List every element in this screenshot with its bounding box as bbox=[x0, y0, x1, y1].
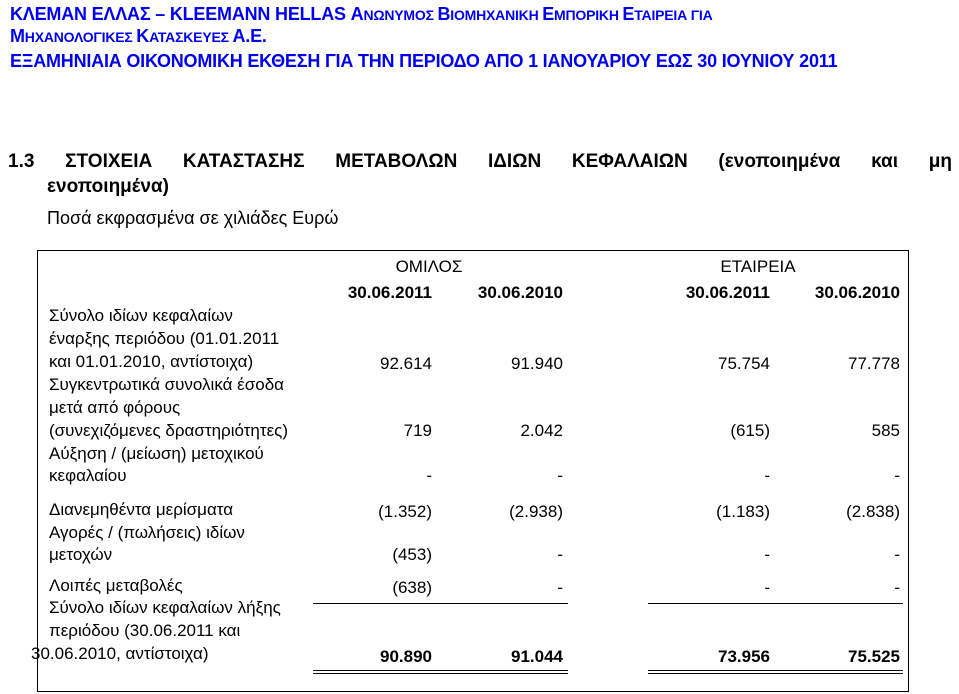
col-date-group-2011: 30.06.2011 bbox=[347, 283, 432, 302]
col-date-company-2010: 30.06.2010 bbox=[814, 283, 900, 302]
row-label-treasury-shares-1: Αγορές / (πωλήσεις) ιδίων bbox=[49, 523, 245, 542]
value-income-group-2011: 719 bbox=[403, 421, 432, 440]
value-opening-company-2011: 75.754 bbox=[718, 354, 770, 373]
value-capital-group-2010: - bbox=[557, 466, 563, 485]
row-label-share-capital-2: κεφαλαίου bbox=[49, 466, 127, 485]
value-treasury-company-2010: - bbox=[894, 545, 900, 564]
col-date-company-2011: 30.06.2011 bbox=[685, 283, 770, 302]
value-closing-company-2010: 75.525 bbox=[848, 647, 900, 666]
row-label-treasury-shares-2: μετοχών bbox=[49, 545, 113, 564]
group-header: ΟΜΙΛΟΣ bbox=[395, 257, 463, 276]
value-other-group-2010: - bbox=[557, 578, 563, 597]
value-dividends-company-2011: (1.183) bbox=[716, 502, 770, 521]
equity-changes-table bbox=[31, 250, 909, 692]
amounts-note: Ποσά εκφρασμένα σε χιλιάδες Ευρώ bbox=[47, 208, 339, 228]
value-closing-group-2011: 90.890 bbox=[380, 647, 432, 666]
value-dividends-company-2010: (2.838) bbox=[846, 502, 900, 521]
row-label-opening-equity-3: και 01.01.2010, αντίστοιχα) bbox=[49, 352, 254, 371]
row-label-dividends: Διανεμηθέντα μερίσματα bbox=[49, 500, 234, 519]
row-label-closing-equity-3: 30.06.2010, αντίστοιχα) bbox=[31, 644, 209, 663]
row-label-closing-equity-1: Σύνολο ιδίων κεφαλαίων λήξης bbox=[49, 598, 281, 617]
total-double-rule-company bbox=[648, 670, 903, 674]
value-opening-group-2011: 92.614 bbox=[380, 354, 432, 373]
row-label-comprehensive-income-1: Συγκεντρωτικά συνολικά έσοδα bbox=[49, 375, 284, 394]
row-label-opening-equity-1: Σύνολο ιδίων κεφαλαίων bbox=[49, 306, 233, 325]
value-treasury-group-2011: (453) bbox=[392, 545, 432, 564]
value-other-company-2010: - bbox=[894, 578, 900, 597]
row-label-closing-equity-2: περιόδου (30.06.2011 και bbox=[49, 621, 241, 640]
report-header-line-1: ΚΛΕΜΑΝ ΕΛΛΑΣ – KLEEMANN HELLAS ΑΝΩΝΥΜΟΣ ΒΙΟΜΗΧΑΝΙΚΗ ΕΜΠΟΡΙΚΗ ΕΤΑΙΡΕΙΑ ΓΙΑ bbox=[10, 4, 713, 24]
value-dividends-group-2010: (2.938) bbox=[509, 502, 563, 521]
row-label-share-capital-1: Αύξηση / (μείωση) μετοχικού bbox=[49, 444, 264, 463]
subtotal-rule-group bbox=[313, 603, 568, 604]
value-income-group-2010: 2.042 bbox=[520, 421, 563, 440]
value-income-company-2010: 585 bbox=[871, 421, 900, 440]
value-other-company-2011: - bbox=[764, 578, 770, 597]
report-header-line-3: ΕΞΑΜΗΝΙΑΙΑ ΟΙΚΟΝΟΜΙΚΗ ΕΚΘΕΣΗ ΓΙΑ ΤΗΝ ΠΕΡΙΟΔΟ ΑΠΟ 1 ΙΑΝΟΥΑΡΙΟΥ ΕΩΣ 30 ΙΟΥΝΙΟΥ 2011 bbox=[10, 51, 838, 71]
value-opening-company-2010: 77.778 bbox=[848, 354, 900, 373]
report-header-line-2: ΜΗΧΑΝΟΛΟΓΙΚΕΣ ΚΑΤΑΣΚΕΥΕΣ Α.Ε. bbox=[10, 26, 267, 46]
company-header: ΕΤΑΙΡΕΙΑ bbox=[720, 257, 796, 276]
section-title: 1.3 ΣΤΟΙΧΕΙΑ ΚΑΤΑΣΤΑΣΗΣ ΜΕΤΑΒΟΛΩΝ ΙΔΙΩΝ ΚΕΦΑΛΑΙΩΝ (ενοποιημένα και μη bbox=[8, 151, 952, 172]
row-label-comprehensive-income-3: (συνεχιζόμενες δραστηριότητες) bbox=[49, 421, 289, 440]
value-closing-group-2010: 91.044 bbox=[511, 647, 563, 666]
value-closing-company-2011: 73.956 bbox=[718, 647, 770, 666]
row-label-opening-equity-2: έναρξης περιόδου (01.01.2011 bbox=[49, 329, 280, 348]
value-dividends-group-2011: (1.352) bbox=[378, 502, 432, 521]
value-opening-group-2010: 91.940 bbox=[511, 354, 563, 373]
total-double-rule-group bbox=[313, 670, 568, 674]
value-income-company-2011: (615) bbox=[730, 421, 770, 440]
value-capital-company-2011: - bbox=[764, 466, 770, 485]
value-capital-company-2010: - bbox=[894, 466, 900, 485]
col-date-group-2010: 30.06.2010 bbox=[477, 283, 563, 302]
value-capital-group-2011: - bbox=[426, 466, 432, 485]
row-label-comprehensive-income-2: μετά από φόρους bbox=[49, 398, 181, 417]
value-other-group-2011: (638) bbox=[392, 578, 432, 597]
value-treasury-company-2011: - bbox=[764, 545, 770, 564]
row-label-other-changes: Λοιπές μεταβολές bbox=[49, 576, 183, 595]
section-title-continued: ενοποιημένα) bbox=[47, 176, 169, 197]
subtotal-rule-company bbox=[648, 603, 903, 604]
value-treasury-group-2010: - bbox=[557, 545, 563, 564]
